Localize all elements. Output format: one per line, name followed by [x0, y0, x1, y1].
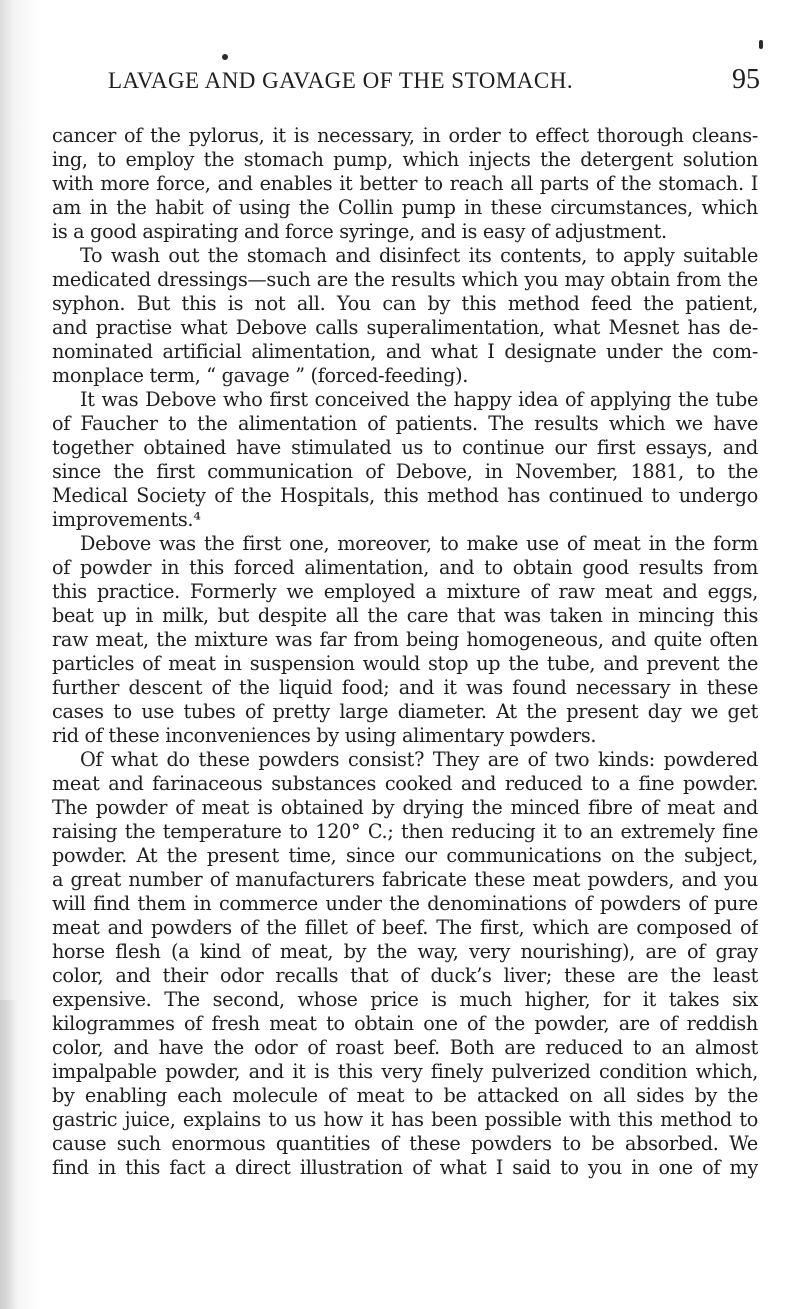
text-line: color, and their odor recalls that of duck’s liver; these are the least [52, 964, 758, 987]
text-line: since the first communication of Debove, in November, 1881, to the [52, 460, 758, 483]
text-line: cause such enormous quantities of these powders to be absorbed. We [52, 1132, 758, 1155]
text-line: Of what do these powders consist? They are of two kinds: powdered [80, 748, 758, 771]
text-line: nominated artificial alimentation, and what I designate under the com- [52, 340, 758, 363]
text-line: meat and farinaceous substances cooked and reduced to a fine powder. [52, 772, 758, 795]
text-line: cancer of the pylorus, it is necessary, in order to effect thorough cleans- [52, 124, 758, 147]
text-line: ing, to employ the stomach pump, which injects the detergent solution [52, 148, 758, 171]
text-line: Medical Society of the Hospitals, this method has continued to undergo [52, 484, 758, 507]
page-fold-shadow [0, 1000, 18, 1309]
text-line: gastric juice, explains to us how it has been possible with this method to [52, 1108, 758, 1131]
page-header [108, 64, 760, 104]
text-line: beat up in milk, but despite all the care that was taken in mincing this [52, 604, 758, 627]
text-line: with more force, and enables it better to reach all parts of the stomach. I [52, 172, 758, 195]
text-line: It was Debove who first conceived the happy idea of applying the tube [80, 388, 758, 411]
text-line: particles of meat in suspension would stop up the tube, and prevent the [52, 652, 758, 675]
text-line: syphon. But this is not all. You can by this method feed the patient, [52, 292, 758, 315]
text-line: Debove was the first one, moreover, to make use of meat in the form [80, 532, 758, 555]
text-line: kilogrammes of fresh meat to obtain one of the powder, are of reddish [52, 1012, 758, 1035]
text-line: powder. At the present time, since our communications on the subject, [52, 844, 758, 867]
text-line: by enabling each molecule of meat to be attacked on all sides by the [52, 1084, 758, 1107]
text-line: further descent of the liquid food; and it was found necessary in these [52, 676, 758, 699]
text-line: medicated dressings—such are the results which you may obtain from the [52, 268, 758, 291]
text-line: and practise what Debove calls superalimentation, what Mesnet has de- [52, 316, 758, 339]
running-head: LAVAGE AND GAVAGE OF THE STOMACH. [108, 68, 574, 93]
text-line: find in this fact a direct illustration of what I said to you in one of my [52, 1156, 758, 1179]
ink-dot-ornament [222, 54, 228, 60]
text-line: cases to use tubes of pretty large diameter. At the present day we get [52, 700, 758, 723]
text-line: expensive. The second, whose price is much higher, for it takes six [52, 988, 758, 1011]
body-text [52, 124, 758, 1180]
text-line: together obtained have stimulated us to continue our first essays, and [52, 436, 758, 459]
text-line: horse flesh (a kind of meat, by the way, very nourishing), are of gray [52, 940, 758, 963]
text-line: The powder of meat is obtained by drying the minced fibre of meat and [52, 796, 758, 819]
text-line: raw meat, the mixture was far from being homogeneous, and quite often [52, 628, 758, 651]
text-line: of Faucher to the alimentation of patients. The results which we have [52, 412, 758, 435]
text-line: To wash out the stomach and disinfect its contents, to apply suitable [80, 244, 758, 267]
text-line: is a good aspirating and force syringe, and is easy of adjustment. [52, 220, 667, 243]
text-line: will find them in commerce under the denominations of powders of pure [52, 892, 758, 915]
page-number: 95 [732, 64, 760, 95]
text-line: raising the temperature to 120° C.; then reducing it to an extremely fine [52, 820, 758, 843]
text-line: a great number of manufacturers fabricate these meat powders, and you [52, 868, 758, 891]
text-line: meat and powders of the fillet of beef. The first, which are composed of [52, 916, 758, 939]
text-line: improvements.⁴ [52, 508, 201, 531]
text-line: of powder in this forced alimentation, and to obtain good results from [52, 556, 758, 579]
text-line: impalpable powder, and it is this very finely pulverized condition which, [52, 1060, 758, 1083]
ink-mark-ornament [759, 40, 763, 49]
text-line: rid of these inconveniences by using alimentary powders. [52, 724, 597, 747]
text-line: this practice. Formerly we employed a mixture of raw meat and eggs, [52, 580, 758, 603]
text-line: color, and have the odor of roast beef. Both are reduced to an almost [52, 1036, 758, 1059]
text-line: monplace term, “ gavage ” (forced-feeding). [52, 364, 469, 387]
text-line: am in the habit of using the Collin pump in these circumstances, which [52, 196, 758, 219]
